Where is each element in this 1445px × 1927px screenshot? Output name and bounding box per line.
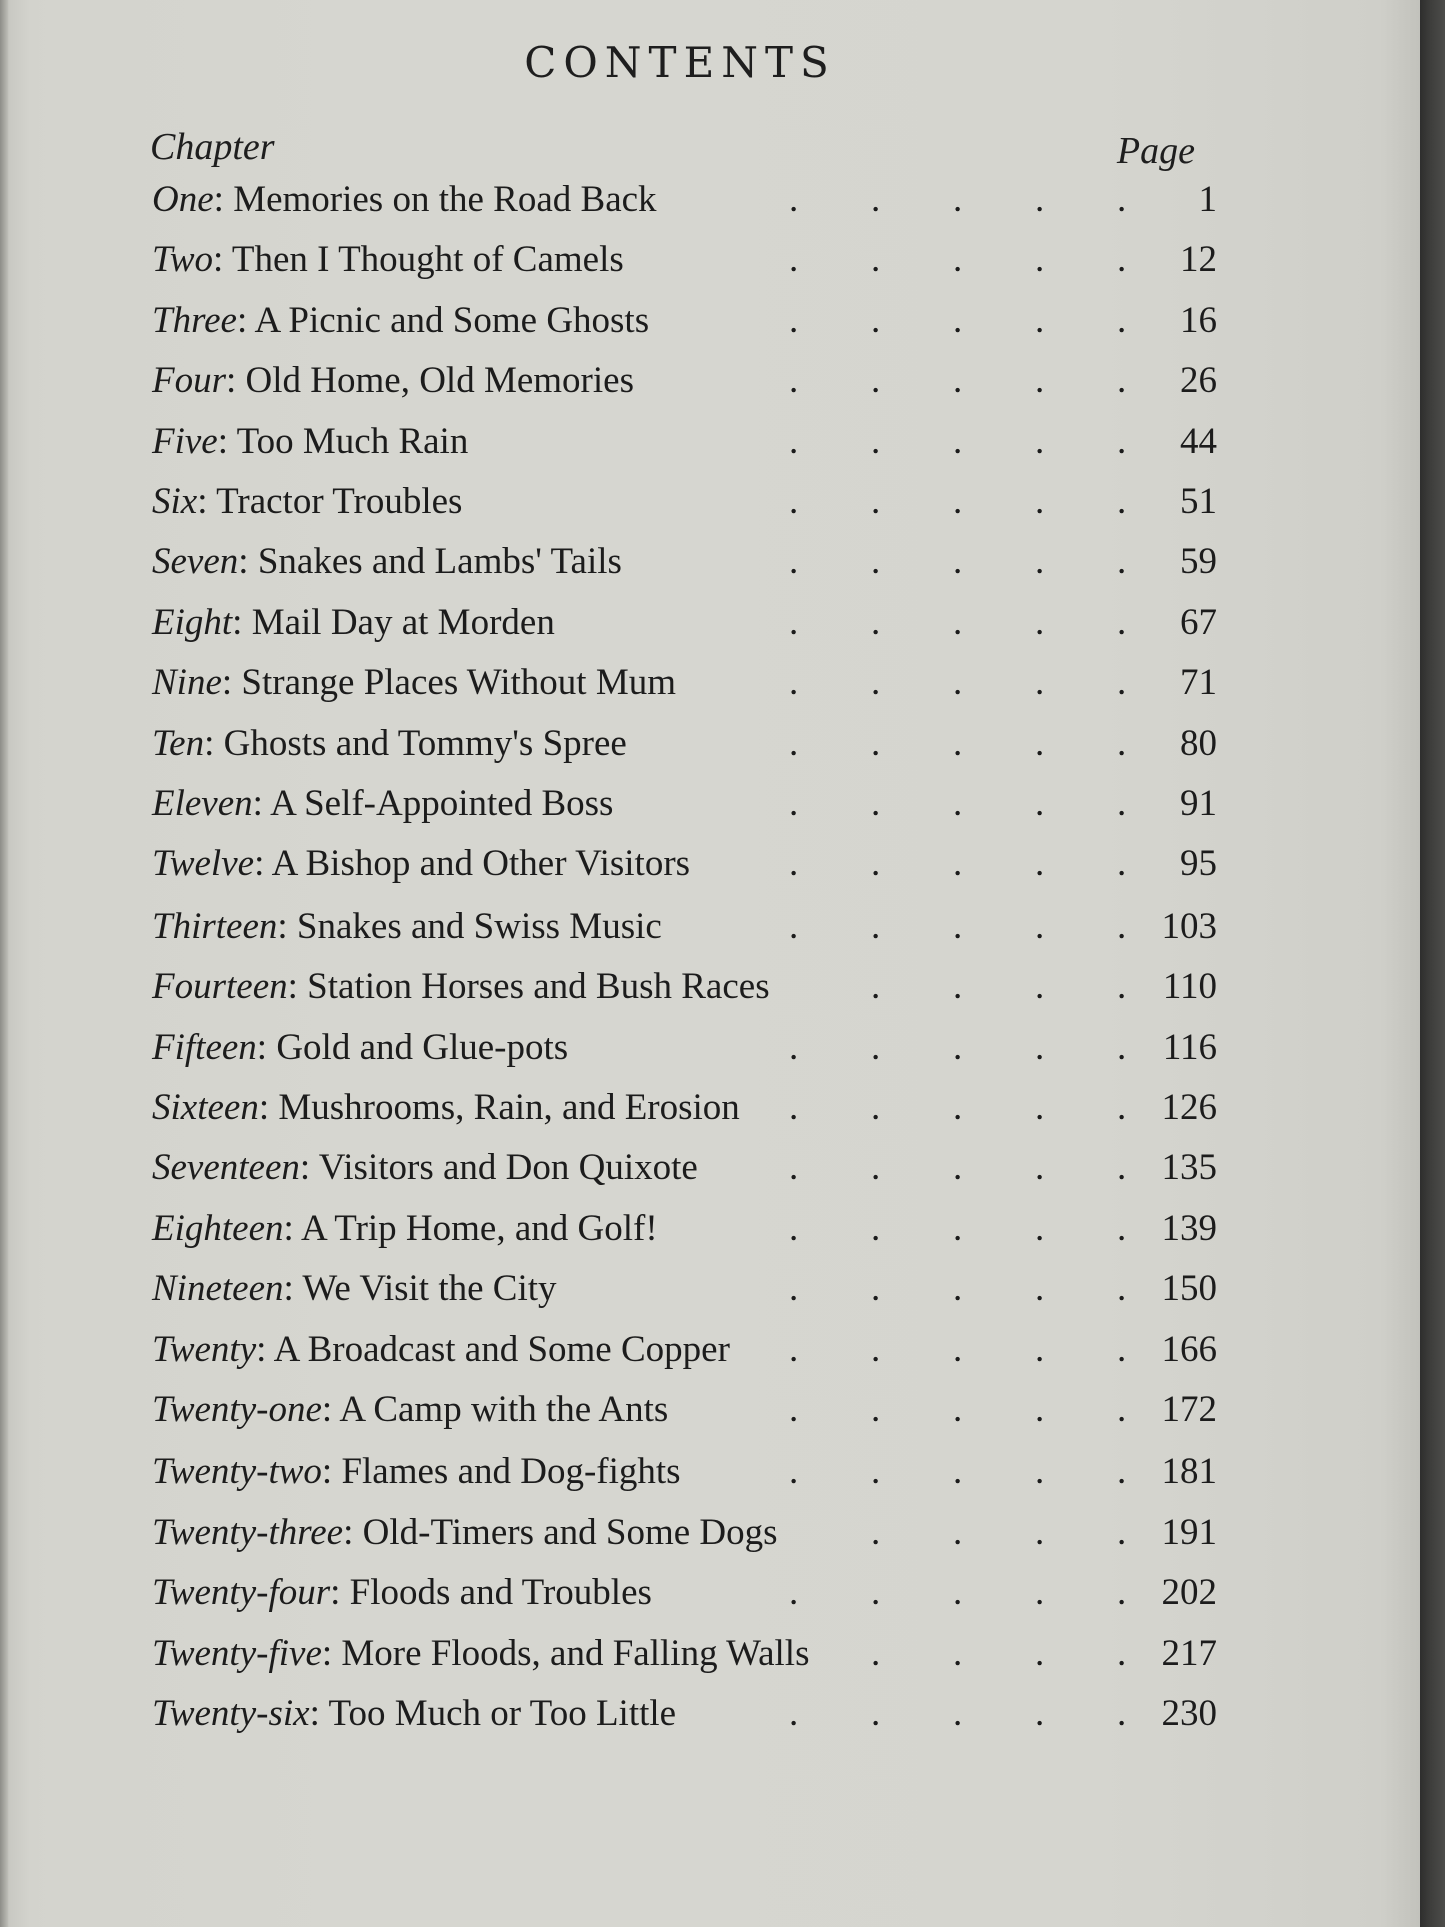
- toc-entry-text: [152, 238, 624, 281]
- chapter-number: Seven: [152, 541, 239, 583]
- leader-dot: .: [789, 481, 799, 522]
- chapter-title: A Broadcast and Some Copper: [273, 1328, 730, 1370]
- leader-dot: .: [953, 1026, 963, 1068]
- toc-entry-text: [152, 782, 613, 825]
- chapter-title: Old-Timers and Some Dogs: [362, 1511, 778, 1553]
- toc-entry: [152, 178, 1217, 234]
- leader-dot: .: [1117, 239, 1127, 281]
- leader-dot: .: [1117, 905, 1127, 947]
- chapter-page-number: 91: [1180, 783, 1217, 824]
- leader-dot: .: [953, 1632, 963, 1674]
- chapter-separator: :: [254, 843, 272, 885]
- leader-dot: .: [953, 1389, 963, 1430]
- chapter-page-number: 51: [1180, 481, 1217, 522]
- chapter-title: Visitors and Don Quixote: [318, 1147, 698, 1189]
- toc-entry-text: [152, 420, 468, 463]
- leader-dot: .: [871, 1026, 881, 1068]
- leader-dot: .: [1117, 722, 1127, 764]
- chapter-title: A Trip Home, and Golf!: [301, 1207, 658, 1249]
- leader-dot: .: [1035, 1026, 1045, 1068]
- leader-dot: .: [871, 481, 881, 522]
- leader-dot: .: [789, 1451, 799, 1493]
- chapter-title: Floods and Troubles: [349, 1572, 652, 1614]
- leader-dot: .: [953, 843, 963, 885]
- leader-dot: .: [953, 1147, 963, 1189]
- chapter-separator: :: [213, 239, 232, 281]
- leader-dot: .: [789, 722, 799, 764]
- chapter-number: Twenty-one: [152, 1389, 322, 1430]
- chapter-number: Seventeen: [152, 1147, 300, 1189]
- toc-entry: [152, 1511, 1217, 1567]
- chapter-separator: :: [232, 601, 252, 643]
- chapter-number: Thirteen: [152, 905, 278, 947]
- leader-dot: .: [1117, 966, 1127, 1008]
- leader-dot: .: [789, 1389, 799, 1430]
- toc-entry: [152, 1450, 1217, 1506]
- leader-dot: .: [953, 1087, 963, 1128]
- chapter-page-number: 16: [1180, 299, 1217, 341]
- leader-dot: .: [1117, 420, 1127, 462]
- chapter-number: Fifteen: [152, 1026, 257, 1068]
- leader-dot: .: [1035, 1328, 1045, 1370]
- chapter-separator: :: [321, 1451, 342, 1493]
- toc-entry-text: [152, 1086, 740, 1129]
- leader-dot: .: [789, 905, 799, 947]
- leader-dot: .: [1035, 905, 1045, 947]
- leader-dot: .: [953, 541, 963, 583]
- leader-dot: .: [953, 1268, 963, 1310]
- chapter-separator: :: [236, 299, 255, 341]
- leader-dot: .: [1035, 1572, 1045, 1614]
- leader-dot: .: [1117, 1087, 1127, 1128]
- leader-dot: .: [1035, 420, 1045, 462]
- leader-dot: .: [789, 360, 799, 402]
- chapter-separator: :: [321, 1632, 342, 1674]
- leader-dot: .: [1035, 299, 1045, 341]
- leader-dot: .: [1035, 783, 1045, 824]
- toc-entry: [152, 965, 1217, 1021]
- chapter-separator: :: [221, 662, 242, 704]
- leader-dot: .: [1035, 1693, 1045, 1734]
- page-title: CONTENTS: [524, 38, 836, 87]
- leader-dot: .: [789, 1572, 799, 1614]
- chapter-title: Tractor Troubles: [216, 481, 463, 522]
- chapter-page-number: 26: [1180, 360, 1217, 402]
- toc-entry-text: [152, 965, 770, 1008]
- leader-dot: .: [1035, 1389, 1045, 1430]
- toc-entry: [152, 1146, 1217, 1202]
- chapter-separator: :: [238, 541, 258, 583]
- chapter-separator: :: [299, 1147, 319, 1189]
- chapter-number: Six: [152, 481, 198, 522]
- leader-dot: .: [789, 299, 799, 341]
- chapter-page-number: 59: [1180, 541, 1217, 583]
- leader-dot: .: [871, 541, 881, 583]
- chapter-page-number: 150: [1161, 1268, 1217, 1310]
- chapter-page-number: 217: [1161, 1632, 1217, 1674]
- page-column-header: Page: [1116, 130, 1195, 172]
- chapter-title: More Floods, and Falling Walls: [341, 1632, 810, 1674]
- chapter-title: We Visit the City: [302, 1268, 557, 1310]
- leader-dot: .: [1035, 1087, 1045, 1128]
- leader-dot: .: [871, 1572, 881, 1614]
- leader-dot: .: [1117, 1511, 1127, 1553]
- toc-entry-text: [152, 905, 662, 948]
- leader-dot: .: [871, 905, 881, 947]
- chapter-number: Sixteen: [152, 1087, 259, 1128]
- chapter-number: Eight: [152, 601, 233, 643]
- chapter-separator: :: [287, 966, 308, 1008]
- toc-entry-text: [152, 842, 690, 885]
- leader-dot: .: [871, 1389, 881, 1430]
- leader-dot: .: [789, 662, 799, 704]
- leader-dot: .: [1035, 1268, 1045, 1310]
- chapter-page-number: 172: [1161, 1389, 1217, 1430]
- chapter-number: Fourteen: [152, 966, 288, 1008]
- toc-entry-text: [152, 1388, 668, 1431]
- chapter-page-number: 191: [1161, 1511, 1217, 1553]
- chapter-separator: :: [330, 1572, 350, 1614]
- toc-entry: [152, 359, 1217, 415]
- toc-entry-text: [152, 1207, 658, 1250]
- chapter-number: Twenty: [152, 1328, 257, 1370]
- leader-dot: .: [1117, 601, 1127, 643]
- leader-dot: .: [1117, 1207, 1127, 1249]
- chapter-page-number: 1: [1198, 179, 1217, 220]
- leader-dot: .: [953, 1693, 963, 1734]
- chapter-page-number: 80: [1180, 722, 1217, 764]
- leader-dot: .: [789, 1026, 799, 1068]
- chapter-title: Flames and Dog-fights: [341, 1451, 681, 1493]
- chapter-page-number: 230: [1161, 1693, 1217, 1734]
- leader-dot: .: [953, 1328, 963, 1370]
- leader-dot: .: [1117, 481, 1127, 522]
- toc-entry-text: [152, 1026, 568, 1069]
- leader-dot: .: [1035, 601, 1045, 643]
- toc-entry-text: [152, 299, 649, 342]
- toc-entry: [152, 238, 1217, 294]
- chapter-separator: :: [256, 1328, 274, 1370]
- toc-entry-text: [152, 1146, 698, 1189]
- chapter-title: Snakes and Lambs' Tails: [257, 541, 622, 583]
- leader-dot: .: [789, 1207, 799, 1249]
- leader-dot: .: [871, 662, 881, 704]
- chapter-separator: :: [321, 1389, 340, 1430]
- toc-entry-text: [152, 540, 622, 583]
- toc-entry: [152, 299, 1217, 355]
- chapter-number: Twenty-three: [152, 1511, 344, 1553]
- leader-dot: .: [1117, 1572, 1127, 1614]
- toc-entry: [152, 1328, 1217, 1384]
- leader-dot: .: [789, 239, 799, 281]
- leader-dot: .: [953, 179, 963, 220]
- toc-entry: [152, 661, 1217, 717]
- chapter-number: Two: [152, 239, 214, 281]
- leader-dot: .: [953, 1511, 963, 1553]
- leader-dot: .: [953, 601, 963, 643]
- toc-entry: [152, 1388, 1217, 1444]
- leader-dot: .: [871, 179, 881, 220]
- chapter-separator: :: [256, 1026, 277, 1068]
- chapter-page-number: 181: [1161, 1451, 1217, 1493]
- leader-dot: .: [789, 1147, 799, 1189]
- chapter-separator: :: [277, 905, 297, 947]
- toc-entry: [152, 1571, 1217, 1627]
- leader-dot: .: [1117, 360, 1127, 402]
- toc-entry-text: [152, 1450, 681, 1493]
- leader-dot: .: [871, 1632, 881, 1674]
- toc-entry-text: [152, 661, 676, 704]
- chapter-title: Snakes and Swiss Music: [296, 905, 662, 947]
- toc-entry-text: [152, 359, 634, 402]
- chapter-number: Nine: [152, 662, 222, 704]
- chapter-title: A Bishop and Other Visitors: [271, 843, 691, 885]
- leader-dot: .: [953, 966, 963, 1008]
- leader-dot: .: [1035, 179, 1045, 220]
- chapter-separator: :: [283, 1207, 302, 1249]
- leader-dot: .: [1035, 1147, 1045, 1189]
- chapter-page-number: 103: [1161, 905, 1217, 947]
- leader-dot: .: [953, 1207, 963, 1249]
- chapter-title: Too Much or Too Little: [328, 1693, 677, 1734]
- leader-dot: .: [1117, 1632, 1127, 1674]
- chapter-number: Eleven: [152, 783, 253, 824]
- leader-dot: .: [789, 1328, 799, 1370]
- chapter-title: A Picnic and Some Ghosts: [254, 299, 650, 341]
- leader-dot: .: [1035, 1511, 1045, 1553]
- chapter-separator: :: [217, 420, 237, 462]
- leader-dot: .: [1035, 481, 1045, 522]
- chapter-title: Mushrooms, Rain, and Erosion: [278, 1087, 740, 1128]
- chapter-number: Twenty-five: [152, 1632, 322, 1674]
- leader-dot: .: [953, 481, 963, 522]
- chapter-page-number: 116: [1162, 1026, 1217, 1068]
- leader-dot: .: [871, 1268, 881, 1310]
- leader-dot: .: [871, 601, 881, 643]
- chapter-column-header: Chapter: [150, 126, 275, 168]
- chapter-title: Memories on the Road Back: [233, 179, 657, 220]
- leader-dot: .: [871, 1511, 881, 1553]
- toc-entry-text: [152, 1328, 730, 1371]
- toc-entry: [152, 1692, 1217, 1748]
- chapter-title: Then I Thought of Camels: [231, 239, 624, 281]
- toc-entry-text: [152, 1267, 557, 1310]
- leader-dot: .: [953, 239, 963, 281]
- leader-dot: .: [1035, 1451, 1045, 1493]
- chapter-number: Twenty-two: [152, 1451, 322, 1493]
- leader-dot: .: [871, 1693, 881, 1734]
- toc-entry: [152, 540, 1217, 596]
- toc-entry: [152, 1632, 1217, 1688]
- chapter-page-number: 126: [1161, 1087, 1217, 1128]
- leader-dot: .: [1117, 1147, 1127, 1189]
- chapter-page-number: 44: [1180, 420, 1217, 462]
- toc-entry-text: [152, 178, 657, 221]
- chapter-number: Twenty-four: [152, 1572, 331, 1614]
- toc-entry-text: [152, 480, 462, 523]
- leader-dot: .: [871, 966, 881, 1008]
- leader-dot: .: [789, 179, 799, 220]
- leader-dot: .: [871, 1207, 881, 1249]
- leader-dot: .: [871, 420, 881, 462]
- chapter-page-number: 202: [1161, 1572, 1217, 1614]
- leader-dot: .: [789, 1693, 799, 1734]
- leader-dot: .: [1035, 843, 1045, 885]
- chapter-number: Five: [152, 420, 218, 462]
- chapter-number: Twelve: [152, 843, 255, 885]
- chapter-page-number: 135: [1161, 1147, 1217, 1189]
- leader-dot: .: [953, 783, 963, 824]
- toc-entry: [152, 601, 1217, 657]
- chapter-separator: :: [226, 360, 246, 402]
- leader-dot: .: [1035, 360, 1045, 402]
- chapter-separator: :: [252, 783, 271, 824]
- leader-dot: .: [1117, 1026, 1127, 1068]
- leader-dot: .: [1035, 722, 1045, 764]
- leader-dot: .: [953, 360, 963, 402]
- chapter-title: Gold and Glue-pots: [276, 1026, 569, 1068]
- leader-dot: .: [871, 722, 881, 764]
- leader-dot: .: [871, 843, 881, 885]
- toc-entry: [152, 1026, 1217, 1082]
- leader-dot: .: [1117, 1693, 1127, 1734]
- chapter-number: Three: [152, 299, 237, 341]
- chapter-number: One: [152, 179, 214, 220]
- chapter-title: A Camp with the Ants: [339, 1389, 669, 1430]
- leader-dot: .: [1117, 541, 1127, 583]
- chapter-separator: :: [283, 1268, 303, 1310]
- toc-entry-text: [152, 1511, 778, 1554]
- toc-entry-text: [152, 722, 627, 765]
- toc-entry: [152, 782, 1217, 838]
- toc-entry: [152, 1086, 1217, 1142]
- toc-entry-text: [152, 1692, 676, 1735]
- chapter-title: Ghosts and Tommy's Spree: [223, 722, 627, 764]
- leader-dot: .: [1117, 179, 1127, 220]
- toc-entry: [152, 1207, 1217, 1263]
- leader-dot: .: [1035, 662, 1045, 704]
- chapter-page-number: 139: [1161, 1207, 1217, 1249]
- leader-dot: .: [1117, 1268, 1127, 1310]
- chapter-number: Twenty-six: [152, 1693, 310, 1734]
- leader-dot: .: [953, 1572, 963, 1614]
- chapter-title: A Self-Appointed Boss: [270, 783, 614, 824]
- book-cover-edge: [1420, 0, 1445, 1927]
- chapter-title: Strange Places Without Mum: [241, 662, 677, 704]
- chapter-title: Too Much Rain: [236, 420, 469, 462]
- leader-dot: .: [789, 1268, 799, 1310]
- toc-entry: [152, 905, 1217, 961]
- chapter-number: Four: [152, 360, 226, 402]
- leader-dot: .: [871, 1087, 881, 1128]
- leader-dot: .: [871, 1328, 881, 1370]
- leader-dot: .: [1117, 1389, 1127, 1430]
- chapter-separator: :: [343, 1511, 363, 1553]
- leader-dot: .: [953, 662, 963, 704]
- leader-dot: .: [871, 239, 881, 281]
- leader-dot: .: [871, 299, 881, 341]
- leader-dot: .: [953, 420, 963, 462]
- toc-entry-text: [152, 1632, 810, 1675]
- leader-dot: .: [1117, 299, 1127, 341]
- chapter-page-number: 71: [1180, 662, 1217, 704]
- chapter-title: Station Horses and Bush Races: [307, 966, 770, 1008]
- toc-entry-text: [152, 1571, 652, 1614]
- chapter-page-number: 166: [1161, 1328, 1217, 1370]
- chapter-page-number: 67: [1180, 601, 1217, 643]
- chapter-separator: :: [213, 179, 234, 220]
- leader-dot: .: [1035, 1632, 1045, 1674]
- chapter-number: Nineteen: [152, 1268, 284, 1310]
- chapter-page-number: 110: [1162, 966, 1217, 1008]
- leader-dot: .: [1035, 239, 1045, 281]
- leader-dot: .: [871, 1147, 881, 1189]
- chapter-page-number: 12: [1180, 239, 1217, 281]
- leader-dot: .: [789, 1087, 799, 1128]
- leader-dot: .: [1035, 541, 1045, 583]
- leader-dot: .: [1035, 1207, 1045, 1249]
- leader-dot: .: [1035, 966, 1045, 1008]
- chapter-title: Mail Day at Morden: [251, 601, 555, 643]
- chapter-title: Old Home, Old Memories: [245, 360, 634, 402]
- leader-dot: .: [789, 843, 799, 885]
- toc-entry: [152, 480, 1217, 536]
- chapter-separator: :: [258, 1087, 279, 1128]
- leader-dot: .: [789, 420, 799, 462]
- chapter-separator: :: [197, 481, 217, 522]
- toc-entry: [152, 420, 1217, 476]
- chapter-separator: :: [309, 1693, 329, 1734]
- leader-dot: .: [871, 783, 881, 824]
- chapter-page-number: 95: [1180, 843, 1217, 885]
- leader-dot: .: [871, 360, 881, 402]
- leader-dot: .: [789, 783, 799, 824]
- leader-dot: .: [1117, 662, 1127, 704]
- toc-entry: [152, 842, 1217, 898]
- leader-dot: .: [1117, 1328, 1127, 1370]
- leader-dot: .: [953, 299, 963, 341]
- leader-dot: .: [953, 722, 963, 764]
- chapter-number: Ten: [152, 722, 205, 764]
- chapter-separator: :: [204, 722, 224, 764]
- toc-entry-text: [152, 601, 555, 644]
- leader-dot: .: [1117, 1451, 1127, 1493]
- leader-dot: .: [953, 905, 963, 947]
- toc-entry: [152, 1267, 1217, 1323]
- leader-dot: .: [871, 1451, 881, 1493]
- toc-entry: [152, 722, 1217, 778]
- leader-dot: .: [789, 541, 799, 583]
- leader-dot: .: [1117, 843, 1127, 885]
- leader-dot: .: [1117, 783, 1127, 824]
- chapter-number: Eighteen: [152, 1207, 284, 1249]
- leader-dot: .: [789, 601, 799, 643]
- leader-dot: .: [953, 1451, 963, 1493]
